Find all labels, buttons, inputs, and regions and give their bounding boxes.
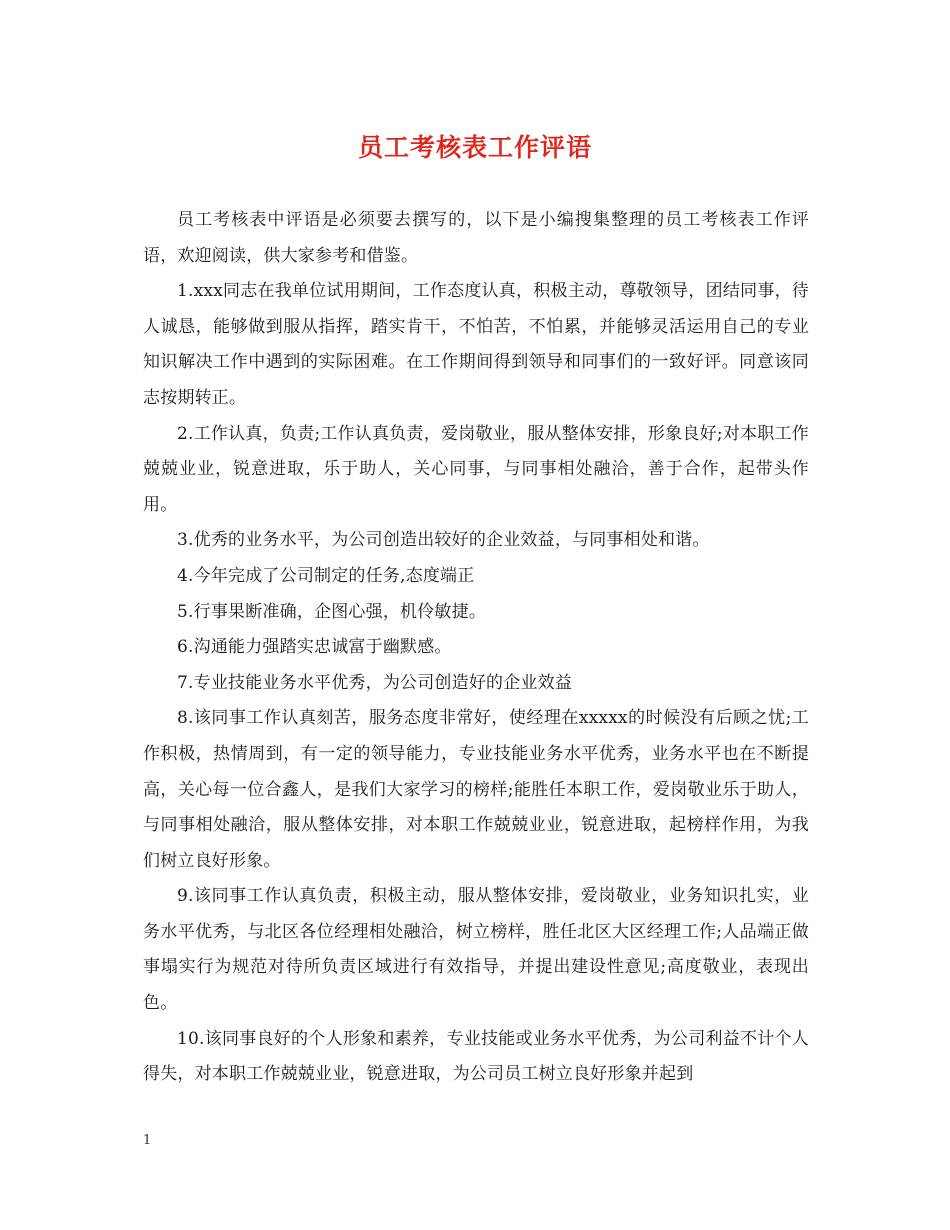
paragraph-item-8: 8.该同事工作认真刻苦，服务态度非常好，使经理在xxxxx的时候没有后顾之忧;工作积极，热情周到，有一定的领导能力，专业技能业务水平优秀，业务水平也在不断提高，关心每一位合鑫人，是我们大家学习的榜样;能胜任本职工作，爱岗敬业乐于助人，与同事相处融洽，服从整体安排，对本职工作兢兢业业，锐意进取，起榜样作用，为我们树立良好形象。 <box>143 708 809 871</box>
paragraph-item-10: 10.该同事良好的个人形象和素养，专业技能或业务水平优秀，为公司利益不计个人得失，对本职工作兢兢业业，锐意进取，为公司员工树立良好形象并起到 <box>143 1028 809 1085</box>
paragraph-item-7: 7.专业技能业务水平优秀，为公司创造好的企业效益 <box>177 672 573 693</box>
paragraph-item-1: 1.xxx同志在我单位试用期间，工作态度认真，积极主动，尊敬领导，团结同事，待人诚恳，能够做到服从指挥，踏实肯干，不怕苦，不怕累，并能够灵活运用自己的专业知识解决工作中遇到的实际困难。在工作期间得到领导和同事们的一致好评。同意该同志按期转正。 <box>143 281 809 408</box>
paragraph-item-4: 4.今年完成了公司制定的任务,态度端正 <box>177 565 475 586</box>
paragraph-item-3: 3.优秀的业务水平，为公司创造出较好的企业效益，与同事相处和谐。 <box>177 530 710 551</box>
paragraph-intro: 员工考核表中评语是必须要去撰写的，以下是小编搜集整理的员工考核表工作评语，欢迎阅读，供大家参考和借鉴。 <box>143 210 809 266</box>
paragraph-item-5: 5.行事果断准确，企图心强，机伶敏捷。 <box>177 601 487 622</box>
page-number: 1 <box>143 1133 152 1148</box>
paragraph-item-6: 6.沟通能力强踏实忠诚富于幽默感。 <box>177 637 452 658</box>
paragraph-item-2: 2.工作认真，负责;工作认真负责，爱岗敬业，服从整体安排，形象良好;对本职工作兢兢业业，锐意进取，乐于助人，关心同事，与同事相处融洽，善于合作，起带头作用。 <box>143 423 809 515</box>
document-title: 员工考核表工作评语 <box>357 133 592 162</box>
paragraph-item-9: 9.该同事工作认真负责，积极主动，服从整体安排，爱岗敬业，业务知识扎实，业务水平优秀，与北区各位经理相处融洽，树立榜样，胜任北区大区经理工作;人品端正做事塌实行为规范对待所负责区域进行有效指导，并提出建设性意见;高度敬业，表现出色。 <box>143 886 809 1014</box>
document-body <box>143 203 809 1093</box>
